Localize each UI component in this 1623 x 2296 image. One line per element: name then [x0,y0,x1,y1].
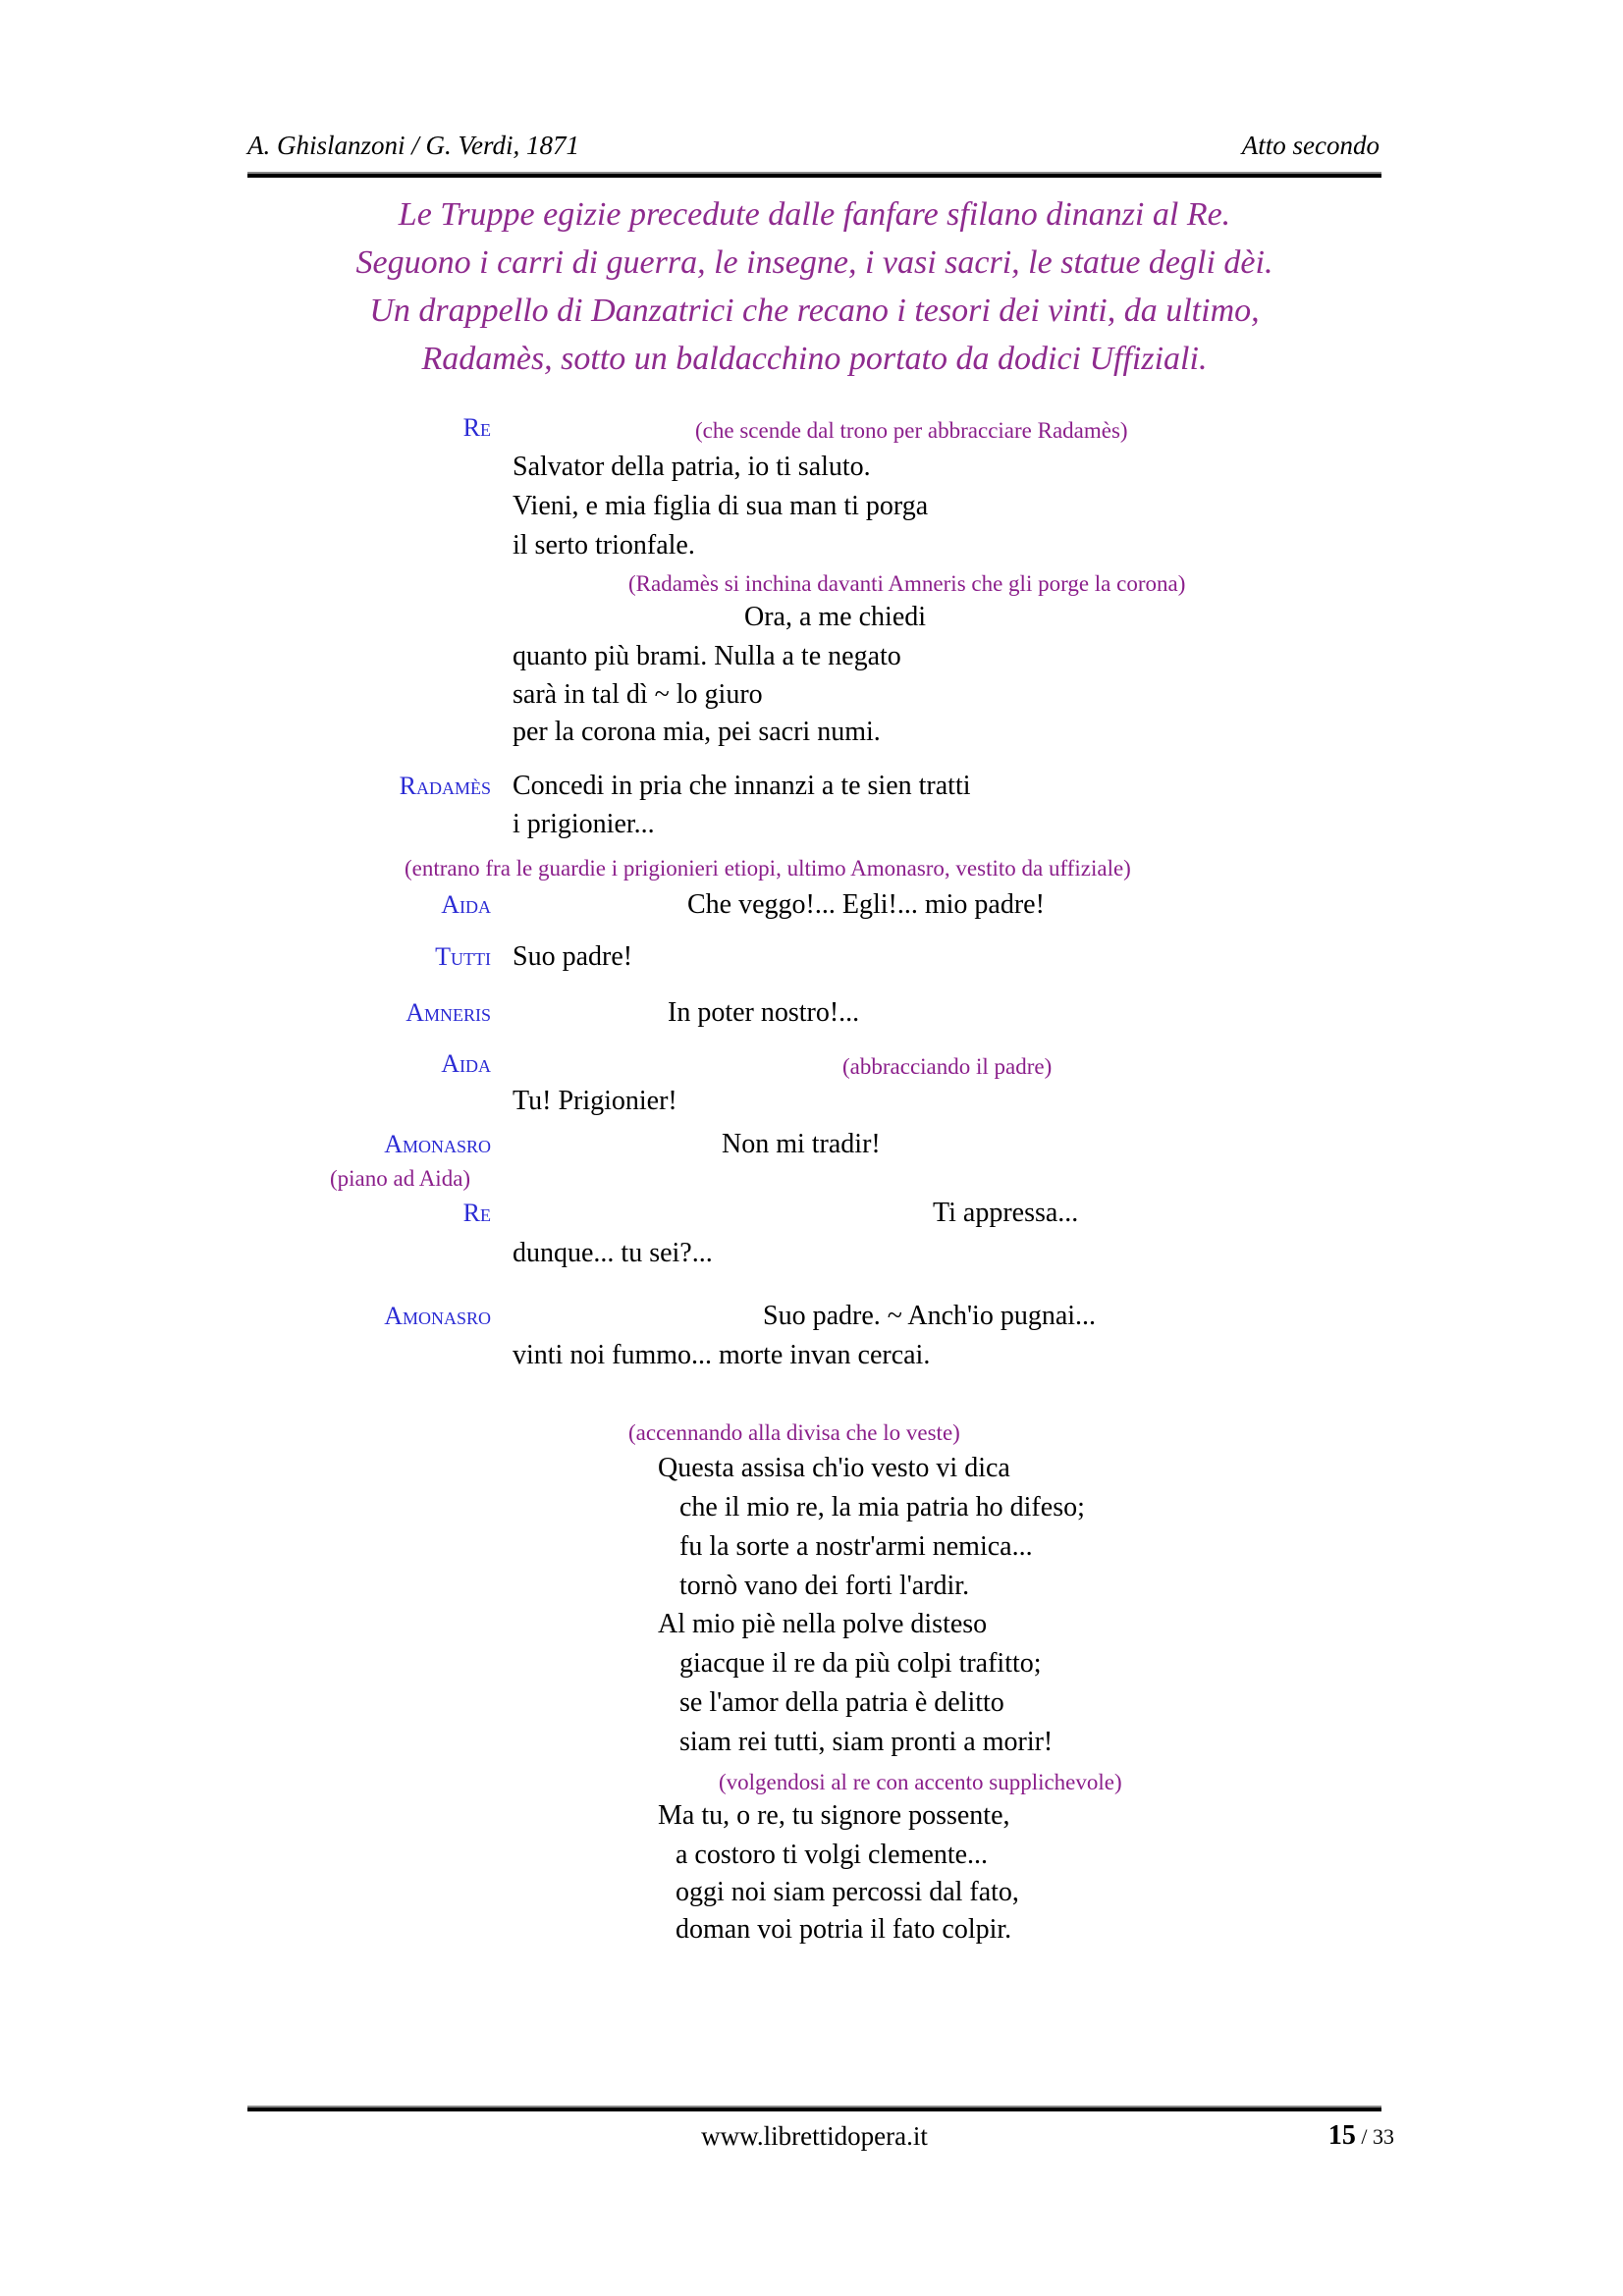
dialogue-row [0,1156,1623,1196]
dialogue-row [0,637,1623,676]
dialogue-line: Suo padre. ~ Anch'io pugnai... [763,1301,1097,1331]
dialogue-line: Vieni, e mia figlia di sua man ti porga [513,491,929,521]
dialogue-row [0,1449,1623,1488]
dialogue-row [0,1044,1623,1084]
dialogue-line: Che veggo!... Egli!... mio padre! [687,889,1045,920]
header-rule [247,172,1381,178]
dialogue-row [0,1297,1623,1336]
stage-direction: (Radamès si inchina davanti Amneris che gli porge la corona) [628,571,1186,596]
dialogue-row [0,1411,1623,1450]
stage-direction: (piano ad Aida) [330,1166,471,1191]
dialogue-row [0,1644,1623,1683]
stage-direction: (abbracciando il padre) [842,1054,1053,1079]
dialogue-line: Concedi in pria che innanzi a te sien tratti [513,771,971,801]
dialogue-row [0,1910,1623,1949]
dialogue-line: i prigionier... [513,809,655,839]
scene-direction-line: Un drappello di Danzatrici che recano i tesori dei vinti, da ultimo, [369,293,1260,329]
footer-rule [247,2106,1381,2111]
dialogue-row [0,1873,1623,1912]
dialogue-row [0,1796,1623,1836]
dialogue-line: che il mio re, la mia patria ho difeso; [679,1492,1085,1522]
dialogue-row [0,598,1623,637]
dialogue-row [0,1336,1623,1375]
speaker-name: Amonasro [384,1302,491,1330]
dialogue-row [0,1194,1623,1233]
dialogue-line: per la corona mia, pei sacri numi. [513,717,881,747]
dialogue-row [0,1527,1623,1567]
dialogue-line: Ma tu, o re, tu signore possente, [658,1800,1010,1831]
dialogue-row [0,1082,1623,1121]
stage-direction: (accennando alla divisa che lo veste) [628,1420,960,1445]
page-number-current: 15 [1327,2120,1356,2151]
dialogue-line: fu la sorte a nostr'armi nemica... [679,1531,1033,1562]
dialogue-line: doman voi potria il fato colpir. [676,1914,1012,1945]
dialogue-line: Suo padre! [513,941,633,972]
speaker-name: Radamès [399,772,491,800]
dialogue-line: Non mi tradir! [722,1129,881,1159]
dialogue-row [0,448,1623,487]
stage-direction: (entrano fra le guardie i prigionieri etiopi, ultimo Amonasro, vestito da uffiziale) [405,856,1131,881]
page-number-separator: / [1355,2124,1373,2149]
speaker-name: Amneris [406,998,491,1027]
scene-direction-block [247,190,1381,383]
scene-direction-line: Radamès, sotto un baldacchino portato da dodici Uffiziali. [421,341,1208,377]
stage-direction: (che scende dal trono per abbracciare Radamès) [695,418,1128,443]
dialogue-line: Tu! Prigionier! [513,1086,677,1116]
speaker-name: Amonasro [384,1130,491,1158]
speaker-name: Aida [441,890,491,919]
dialogue-line: a costoro ti volgi clemente... [676,1840,989,1870]
stage-direction: (volgendosi al re con accento supplichevole) [719,1770,1122,1794]
dialogue-line: oggi noi siam percossi dal fato, [676,1877,1019,1907]
dialogue-line: vinti noi fummo... morte invan cercai. [513,1340,931,1370]
dialogue-line: dunque... tu sei?... [513,1238,713,1268]
dialogue-line: Ti appressa... [933,1198,1079,1228]
dialogue-row [0,1683,1623,1723]
dialogue-line: se l'amor della patria è delitto [679,1687,1004,1718]
dialogue-line: siam rei tutti, siam pronti a morir! [679,1727,1054,1757]
footer-site-link[interactable]: www.librettidopera.it [701,2121,928,2151]
dialogue-line: Salvator della patria, io ti saluto. [513,452,871,482]
dialogue-row [0,846,1623,885]
dialogue-row [0,1567,1623,1606]
dialogue-line: sarà in tal dì ~ lo giuro [513,679,763,710]
dialogue-line: Al mio piè nella polve disteso [658,1609,988,1639]
speaker-name: Tutti [435,942,491,971]
dialogue-row [0,1836,1623,1875]
dialogue-line: giacque il re da più colpi trafitto; [679,1648,1042,1679]
page-indicator [1328,2116,1394,2157]
dialogue-row [0,1760,1623,1799]
dialogue-row [0,1605,1623,1644]
dialogue-row [0,487,1623,526]
dialogue-row [0,713,1623,752]
dialogue-row [0,675,1623,715]
page-number-total: 33 [1373,2124,1394,2149]
dialogue-row [0,561,1623,601]
dialogue-row [0,805,1623,844]
dialogue-row [0,1723,1623,1762]
speaker-name: Re [462,413,491,442]
dialogue-row [0,767,1623,806]
speaker-name: Aida [441,1049,491,1078]
dialogue-line: Ora, a me chiedi [744,602,927,632]
dialogue-line: tornò vano dei forti l'ardir. [679,1571,970,1601]
dialogue-row [0,937,1623,977]
dialogue-row [0,526,1623,565]
scene-direction-line: Le Truppe egizie precedute dalle fanfare sfilano dinanzi al Re. [398,196,1231,233]
dialogue-row [0,885,1623,925]
speaker-name: Re [462,1199,491,1227]
header-act-title: Atto secondo [1241,131,1380,160]
dialogue-line: In poter nostro!... [668,997,860,1028]
dialogue-row [0,993,1623,1033]
dialogue-line: il serto trionfale. [513,530,695,561]
header-authors: A. Ghislanzoni / G. Verdi, 1871 [247,131,580,160]
dialogue-line: quanto più brami. Nulla a te negato [513,641,901,671]
dialogue-row [0,408,1623,448]
dialogue-line: Questa assisa ch'io vesto vi dica [658,1453,1010,1483]
scene-direction-line: Seguono i carri di guerra, le insegne, i vasi sacri, le statue degli dèi. [355,244,1273,281]
dialogue-row [0,1488,1623,1527]
dialogue-row [0,1234,1623,1273]
